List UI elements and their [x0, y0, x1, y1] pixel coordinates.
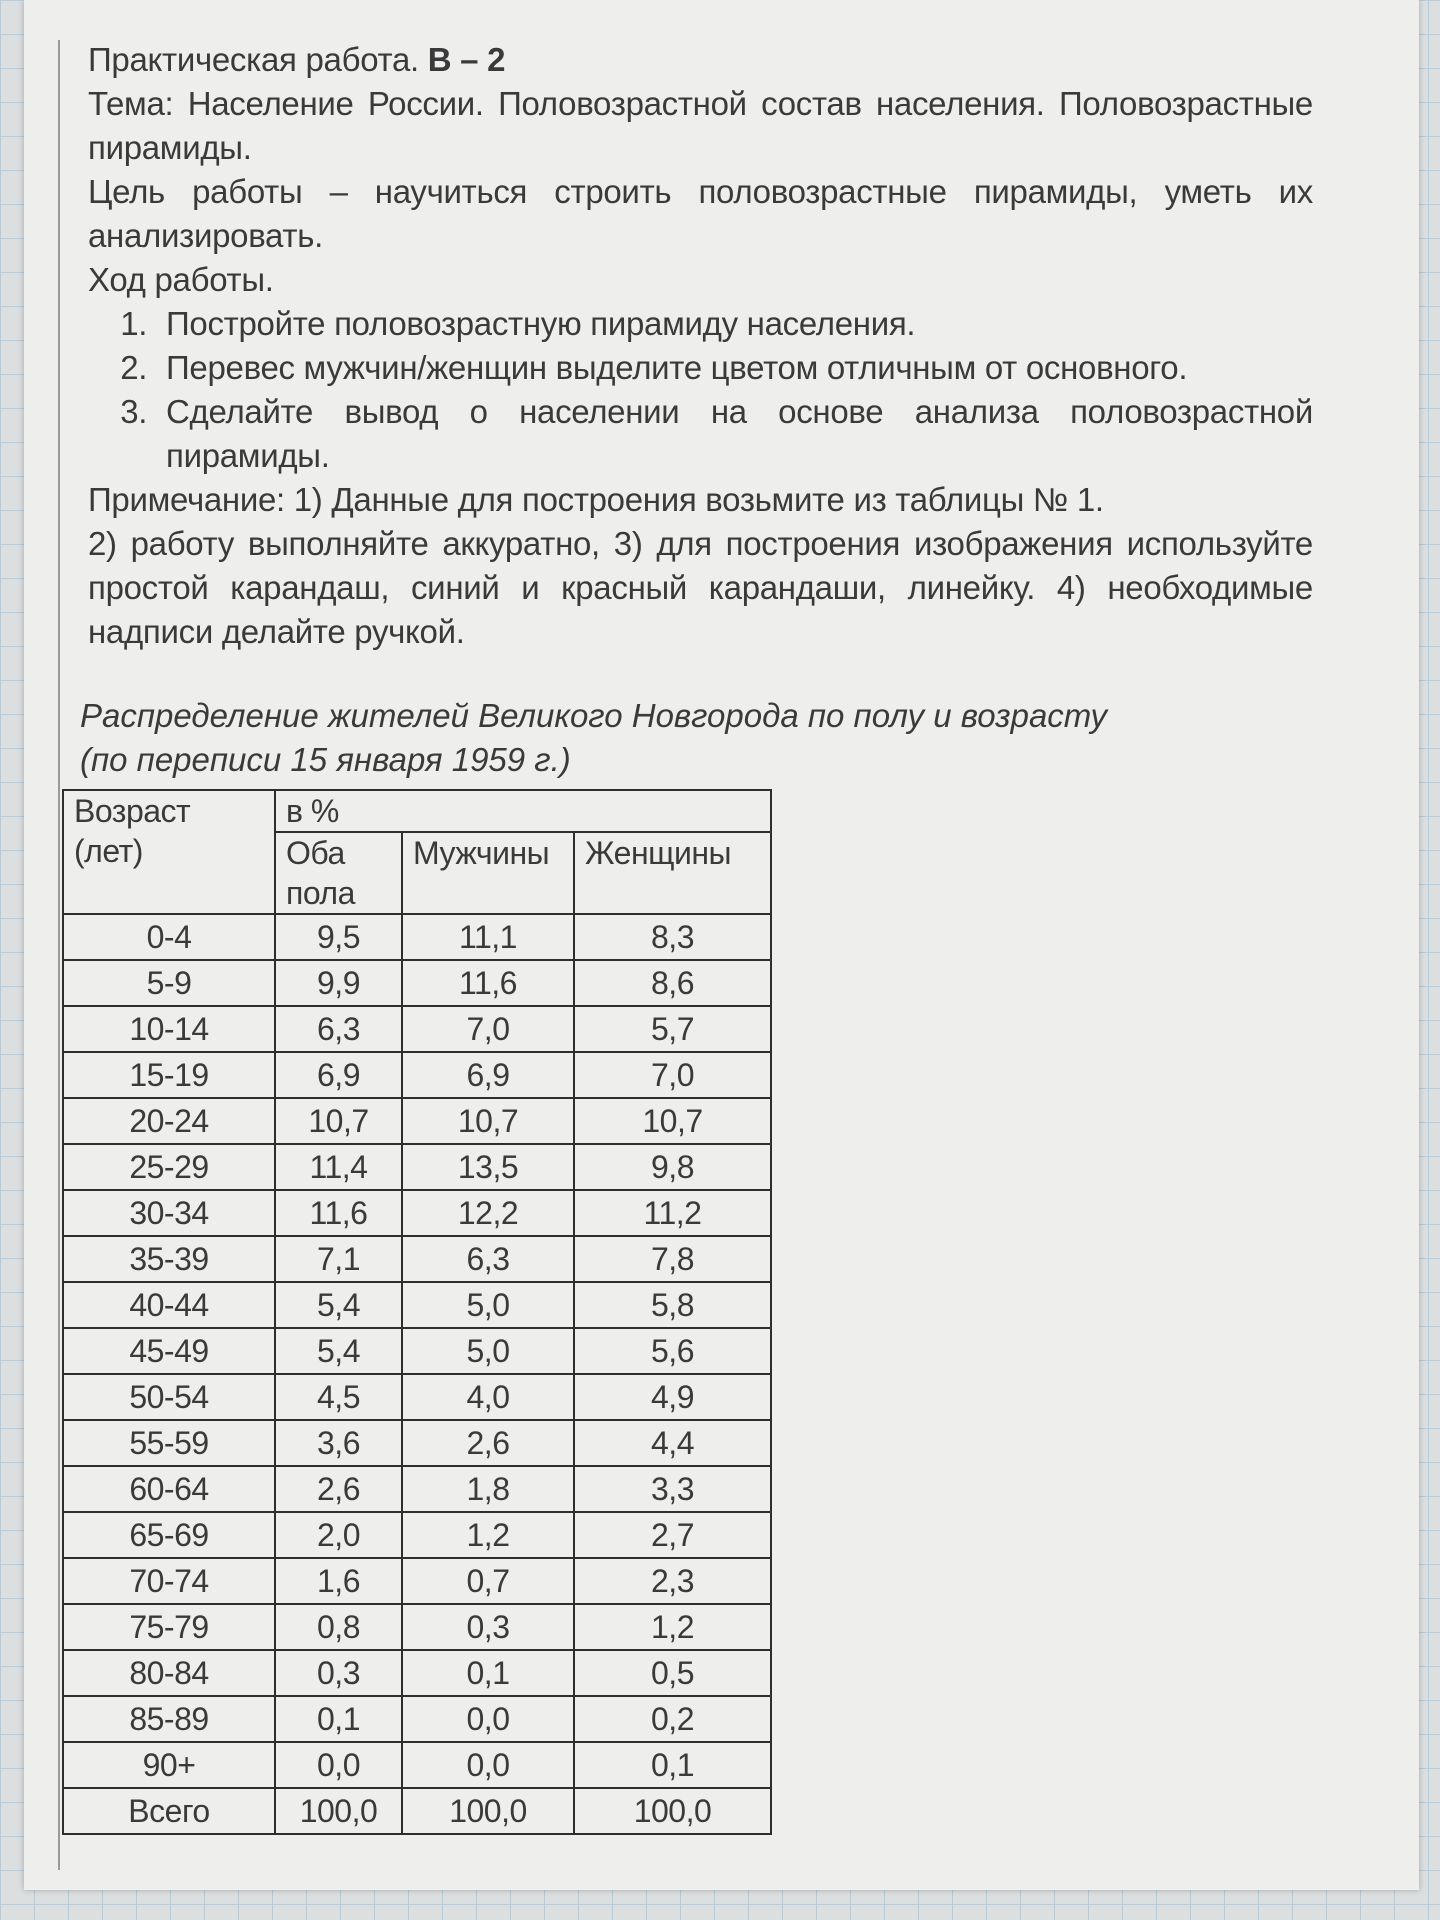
title-prefix: Практическая работа. [88, 41, 419, 78]
male-cell: 13,5 [402, 1144, 574, 1190]
caption-line-2: (по переписи 15 января 1959 г.) [80, 741, 571, 778]
male-header: Мужчины [402, 832, 574, 914]
age-cell: 45-49 [63, 1328, 275, 1374]
percent-header: в % [275, 790, 771, 832]
title-variant: В – 2 [427, 41, 506, 78]
male-cell: 0,7 [402, 1558, 574, 1604]
assignment-text [88, 38, 1313, 654]
female-cell: 2,3 [574, 1558, 771, 1604]
female-cell: 7,0 [574, 1052, 771, 1098]
female-cell: 0,2 [574, 1696, 771, 1742]
table-row [63, 1006, 771, 1052]
table-caption [80, 694, 1180, 782]
note-line-1: Примечание: 1) Данные для построения возьмите из таблицы № 1. [88, 481, 1104, 518]
age-cell: 55-59 [63, 1420, 275, 1466]
both-cell: 4,5 [275, 1374, 402, 1420]
table-row [63, 1788, 771, 1834]
table-row [63, 1282, 771, 1328]
table-row [63, 1742, 771, 1788]
male-cell: 100,0 [402, 1788, 574, 1834]
both-cell: 5,4 [275, 1328, 402, 1374]
both-cell: 0,0 [275, 1742, 402, 1788]
both-cell: 1,6 [275, 1558, 402, 1604]
both-cell: 10,7 [275, 1098, 402, 1144]
male-cell: 0,0 [402, 1742, 574, 1788]
female-cell: 8,3 [574, 914, 771, 960]
age-cell: 65-69 [63, 1512, 275, 1558]
age-cell: 35-39 [63, 1236, 275, 1282]
age-cell: 15-19 [63, 1052, 275, 1098]
age-cell: 80-84 [63, 1650, 275, 1696]
both-cell: 100,0 [275, 1788, 402, 1834]
both-cell: 5,4 [275, 1282, 402, 1328]
age-cell: 30-34 [63, 1190, 275, 1236]
age-cell: 0-4 [63, 914, 275, 960]
female-cell: 0,1 [574, 1742, 771, 1788]
male-cell: 5,0 [402, 1328, 574, 1374]
female-cell: 4,4 [574, 1420, 771, 1466]
female-cell: 10,7 [574, 1098, 771, 1144]
female-cell: 8,6 [574, 960, 771, 1006]
paper-sheet [24, 0, 1419, 1890]
table-row [63, 1144, 771, 1190]
table-row [63, 1190, 771, 1236]
age-cell: 90+ [63, 1742, 275, 1788]
male-cell: 2,6 [402, 1420, 574, 1466]
age-cell: 25-29 [63, 1144, 275, 1190]
table-row [63, 1466, 771, 1512]
age-header: Возраст (лет) [63, 790, 275, 914]
male-cell: 1,2 [402, 1512, 574, 1558]
male-cell: 1,8 [402, 1466, 574, 1512]
note-line-2: 2) работу выполняйте аккуратно, 3) для построения изображения используйте простой карандаш, синий и красный карандаши, линейку. 4) необходимые надписи делайте ручкой. [88, 525, 1313, 650]
both-cell: 6,9 [275, 1052, 402, 1098]
age-cell: 40-44 [63, 1282, 275, 1328]
table-row [63, 1604, 771, 1650]
age-cell: 85-89 [63, 1696, 275, 1742]
female-header: Женщины [574, 832, 771, 914]
assignment-title [88, 38, 1313, 82]
age-cell: 60-64 [63, 1466, 275, 1512]
female-cell: 11,2 [574, 1190, 771, 1236]
table-row [63, 1052, 771, 1098]
table-row [63, 1650, 771, 1696]
both-cell: 6,3 [275, 1006, 402, 1052]
both-cell: 2,6 [275, 1466, 402, 1512]
age-cell: 70-74 [63, 1558, 275, 1604]
female-cell: 4,9 [574, 1374, 771, 1420]
topic-line: Тема: Население России. Половозрастной состав населения. Половозрастные пирамиды. [88, 85, 1313, 166]
table-body [63, 914, 771, 1834]
table-row [63, 1558, 771, 1604]
age-cell: 50-54 [63, 1374, 275, 1420]
both-cell: 3,6 [275, 1420, 402, 1466]
table-row [63, 1420, 771, 1466]
step-item: 3. Сделайте вывод о населении на основе анализа половозрастной пирамиды. [156, 390, 1313, 478]
paper-edge-line [58, 40, 60, 1870]
male-cell: 12,2 [402, 1190, 574, 1236]
both-cell: 0,8 [275, 1604, 402, 1650]
table-row [63, 1098, 771, 1144]
caption-line-1: Распределение жителей Великого Новгорода по полу и возрасту [80, 697, 1108, 734]
table-row [63, 1696, 771, 1742]
male-cell: 0,3 [402, 1604, 574, 1650]
age-cell: Всего [63, 1788, 275, 1834]
table-row [63, 960, 771, 1006]
female-cell: 3,3 [574, 1466, 771, 1512]
age-cell: 75-79 [63, 1604, 275, 1650]
male-cell: 5,0 [402, 1282, 574, 1328]
table-row [63, 1236, 771, 1282]
female-cell: 7,8 [574, 1236, 771, 1282]
step-item: 1. Постройте половозрастную пирамиду населения. [156, 302, 1313, 346]
male-cell: 0,0 [402, 1696, 574, 1742]
steps-list [88, 302, 1313, 478]
male-cell: 11,6 [402, 960, 574, 1006]
male-cell: 6,9 [402, 1052, 574, 1098]
female-cell: 2,7 [574, 1512, 771, 1558]
female-cell: 5,7 [574, 1006, 771, 1052]
both-cell: 0,1 [275, 1696, 402, 1742]
table-row [63, 1328, 771, 1374]
population-table [62, 789, 772, 1835]
female-cell: 5,8 [574, 1282, 771, 1328]
goal-line: Цель работы – научиться строить половозрастные пирамиды, уметь их анализировать. [88, 173, 1313, 254]
both-cell: 9,9 [275, 960, 402, 1006]
male-cell: 0,1 [402, 1650, 574, 1696]
both-cell: 11,6 [275, 1190, 402, 1236]
female-cell: 5,6 [574, 1328, 771, 1374]
procedure-heading: Ход работы. [88, 261, 274, 298]
male-cell: 11,1 [402, 914, 574, 960]
male-cell: 4,0 [402, 1374, 574, 1420]
both-cell: 2,0 [275, 1512, 402, 1558]
both-cell: 0,3 [275, 1650, 402, 1696]
age-cell: 20-24 [63, 1098, 275, 1144]
female-cell: 1,2 [574, 1604, 771, 1650]
age-cell: 10-14 [63, 1006, 275, 1052]
both-header: Оба пола [275, 832, 402, 914]
both-cell: 7,1 [275, 1236, 402, 1282]
male-cell: 7,0 [402, 1006, 574, 1052]
table-row [63, 914, 771, 960]
male-cell: 10,7 [402, 1098, 574, 1144]
table-row [63, 1512, 771, 1558]
age-cell: 5-9 [63, 960, 275, 1006]
male-cell: 6,3 [402, 1236, 574, 1282]
female-cell: 100,0 [574, 1788, 771, 1834]
both-cell: 11,4 [275, 1144, 402, 1190]
female-cell: 9,8 [574, 1144, 771, 1190]
female-cell: 0,5 [574, 1650, 771, 1696]
both-cell: 9,5 [275, 914, 402, 960]
table-row [63, 1374, 771, 1420]
step-item: 2. Перевес мужчин/женщин выделите цветом отличным от основного. [156, 346, 1313, 390]
